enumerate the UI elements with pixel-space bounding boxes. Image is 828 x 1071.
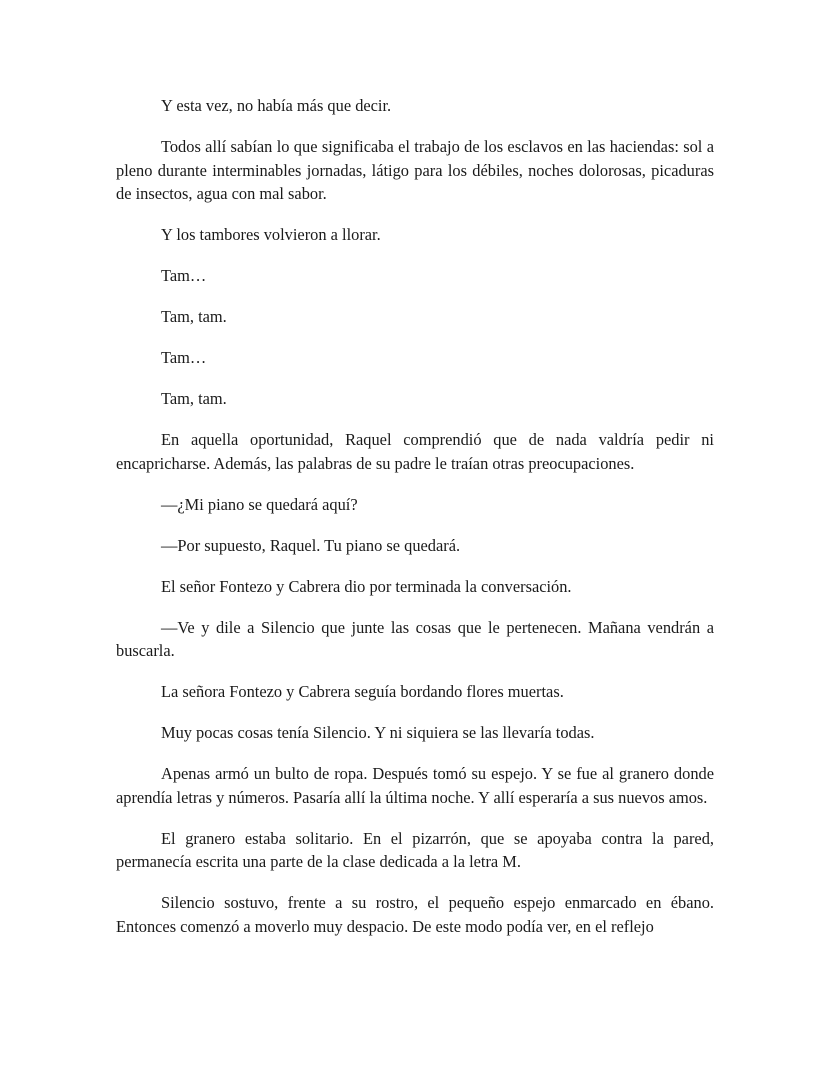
paragraph: Apenas armó un bulto de ropa. Después tomó su espejo. Y se fue al granero donde aprendía letras y números. Pasaría allí la última noche. Y allí esperaría a sus nuevos amos. [116, 764, 714, 807]
paragraph: En aquella oportunidad, Raquel comprendió que de nada valdría pedir ni encapricharse. Además, las palabras de su padre le traían otras preocupaciones. [116, 430, 714, 473]
document-page [116, 94, 714, 956]
paragraph: —¿Mi piano se quedará aquí? [161, 494, 358, 514]
paragraph: Muy pocas cosas tenía Silencio. Y ni siquiera se las llevaría todas. [161, 723, 595, 742]
paragraph: Tam, tam. [161, 389, 227, 408]
paragraph: El señor Fontezo y Cabrera dio por terminada la conversación. [161, 576, 572, 596]
paragraph: El granero estaba solitario. En el pizarrón, que se apoyaba contra la pared, permanecía escrita una parte de la clase dedicada a la letra M. [116, 828, 714, 871]
paragraph: Tam, tam. [161, 307, 227, 326]
paragraph: —Por supuesto, Raquel. Tu piano se quedará. [161, 535, 461, 555]
paragraph: Todos allí sabían lo que significaba el trabajo de los esclavos en las haciendas: sol a pleno durante interminables jornadas, látigo para los débiles, noches dolorosas, picaduras de insectos, agua con mal sabor. [116, 137, 714, 203]
paragraph: Y los tambores volvieron a llorar. [161, 225, 381, 244]
paragraph: Tam… [161, 348, 207, 367]
paragraph: Tam… [161, 266, 207, 285]
paragraph: Silencio sostuvo, frente a su rostro, el pequeño espejo enmarcado en ébano. Entonces comenzó a moverlo muy despacio. De este modo podía ver, en el reflejo [116, 893, 714, 936]
paragraph: —Ve y dile a Silencio que junte las cosas que le pertenecen. Mañana vendrán a buscarla. [116, 617, 714, 660]
paragraph: Y esta vez, no había más que decir. [161, 96, 392, 115]
paragraph: La señora Fontezo y Cabrera seguía bordando flores muertas. [161, 682, 564, 701]
